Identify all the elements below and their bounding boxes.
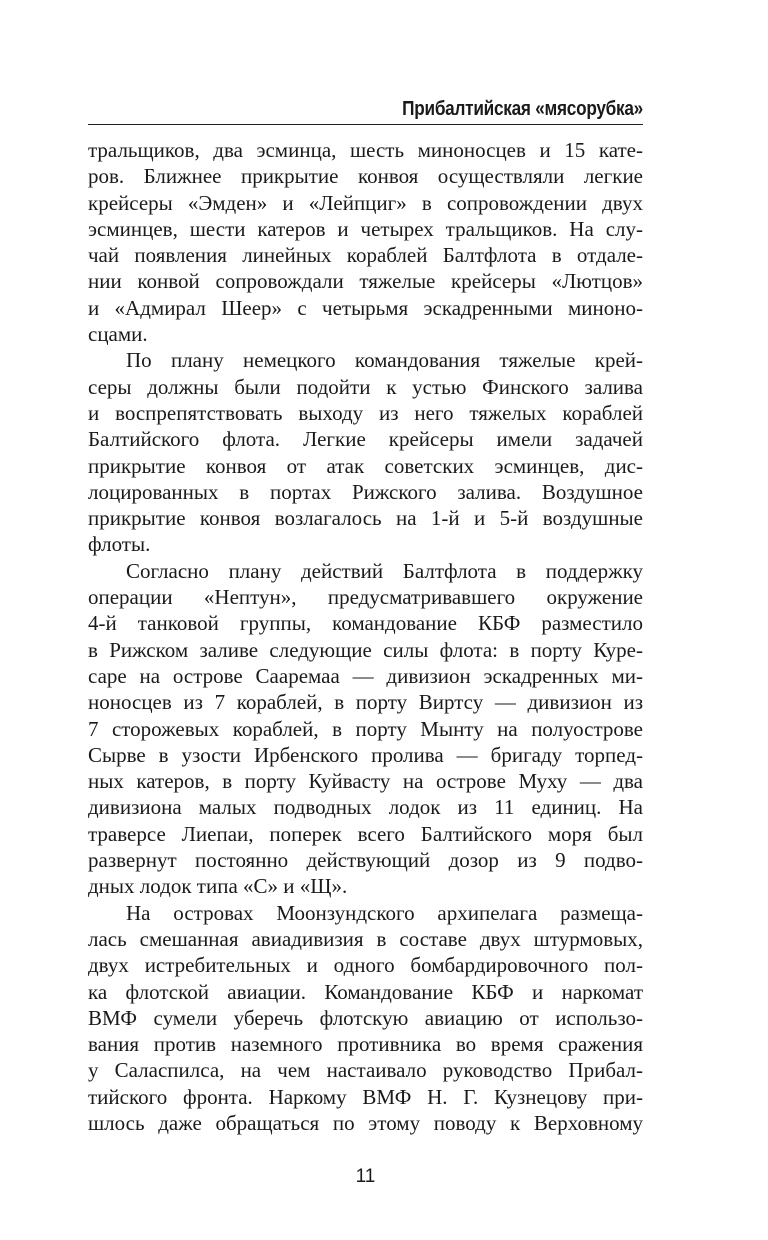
text-line: дных лодок типа «С» и «Щ». [88,874,348,899]
paragraph [88,347,643,557]
text-line: флоты. [88,532,151,557]
text-line: лась смешанная авиадивизия в составе двух штурмовых, [88,926,643,951]
text-line: ВМФ сумели уберечь флотскую авиацию от использо- [88,1005,643,1030]
text-line: и «Адмирал Шеер» с четырьмя эскадренными миноно- [88,295,643,320]
header-rule [88,124,643,125]
text-line: Согласно плану действий Балтфлота в поддержку [126,558,643,583]
text-line: Сырве в узости Ирбенского пролива — бригаду торпед- [88,742,643,767]
text-line: прикрытие конвоя от атак советских эсминцев, дис- [88,453,643,478]
text-line: крейсеры «Эмден» и «Лейпциг» в сопровождении двух [88,190,643,215]
text-line: шлось даже обращаться по этому поводу к Верховному [88,1110,643,1135]
text-line: 7 сторожевых кораблей, в порту Мынту на полуострове [88,716,643,741]
text-line: прикрытие конвоя возлагалось на 1-й и 5-й воздушные [88,506,643,531]
running-head: Прибалтийская «мясорубка» [402,98,643,120]
text-line: 4-й танковой группы, командование КБФ разместило [88,611,643,636]
text-line: серы должны были подойти к устью Финского залива [88,374,643,399]
body-text [88,137,643,1136]
text-line: сцами. [88,322,148,347]
text-line: в Рижском заливе следующие силы флота: в порту Куре- [88,637,643,662]
text-line: ров. Ближнее прикрытие конвоя осуществляли легкие [88,164,643,189]
text-line: двух истребительных и одного бомбардировочного пол- [88,953,643,978]
text-line: эсминцев, шести катеров и четырех тральщиков. На слу- [88,216,643,241]
text-line: На островах Моонзундского архипелага размеща- [126,900,643,925]
text-line: ка флотской авиации. Командование КБФ и наркомат [88,979,643,1004]
text-line: лоцированных в портах Рижского залива. Воздушное [88,479,643,504]
text-line: дивизиона малых подводных лодок из 11 единиц. На [88,795,643,820]
paragraph [88,558,643,900]
text-line: тральщиков, два эсминца, шесть миноносцев и 15 кате- [88,138,643,162]
text-line: саре на острове Сааремаа — дивизион эскадренных ми- [88,663,643,688]
text-line: и воспрепятствовать выходу из него тяжелых кораблей [88,400,643,425]
text-line: вания против наземного противника во время сражения [88,1032,643,1057]
text-line: у Саласпилса, на чем настаивало руководство Прибал- [88,1058,643,1083]
text-line: По плану немецкого командования тяжелые крей- [126,348,643,373]
text-line: чай появления линейных кораблей Балтфлота в отдале- [88,243,643,268]
paragraph [88,900,643,1137]
text-line: траверсе Лиепаи, поперек всего Балтийского моря был [88,821,643,846]
text-line: тийского фронта. Наркому ВМФ Н. Г. Кузнецову при- [88,1084,643,1109]
paragraph [88,137,643,347]
text-line: Балтийского флота. Легкие крейсеры имели задачей [88,427,643,452]
text-line: развернут постоянно действующий дозор из 9 подво- [88,848,643,873]
text-line: ноносцев из 7 кораблей, в порту Виртсу — дивизион из [88,690,643,715]
text-line: нии конвой сопровождали тяжелые крейсеры «Лютцов» [88,269,643,294]
text-line: операции «Нептун», предусматривавшего окружение [88,585,643,610]
text-line: ных катеров, в порту Куйвасту на острове Муху — два [88,769,643,794]
page-number: 11 [355,1166,376,1187]
